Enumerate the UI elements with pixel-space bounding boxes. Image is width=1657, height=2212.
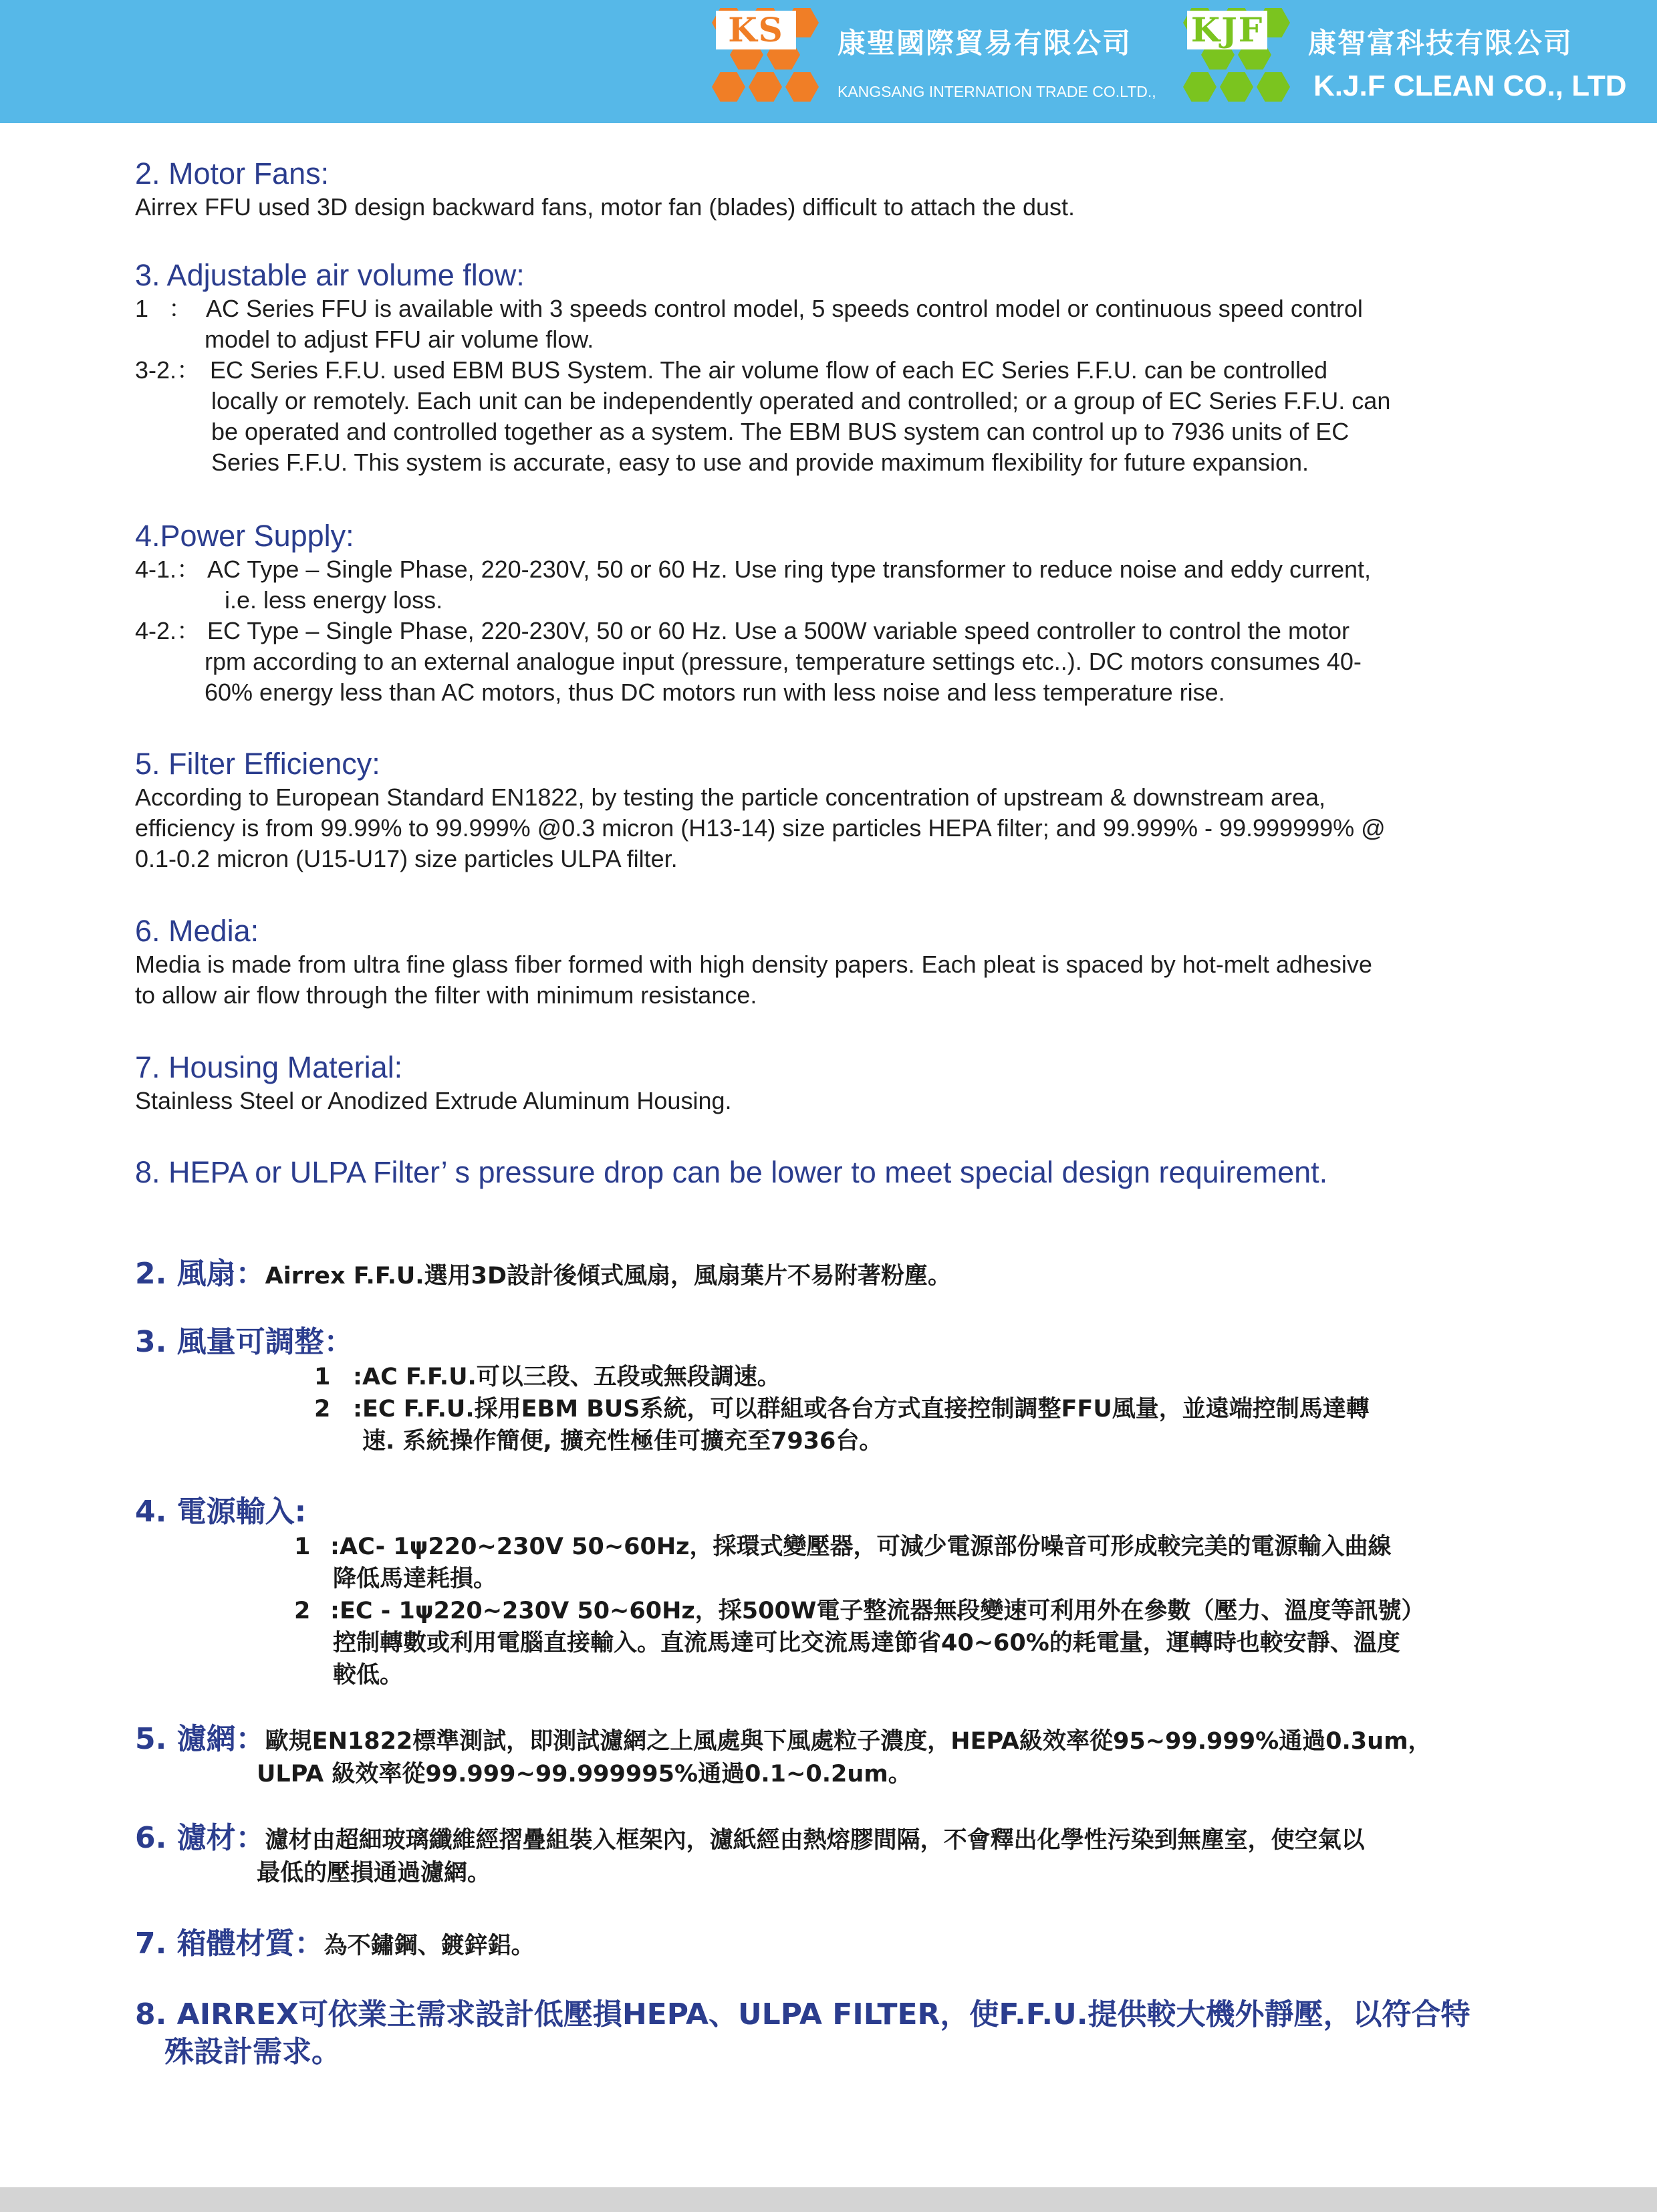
company1-name-zh: 康聖國際貿易有限公司 — [838, 27, 1132, 59]
company2-name-en: K.J.F CLEAN CO., LTD — [1313, 70, 1627, 102]
item-number: 3-2.： — [135, 356, 201, 384]
en-item-3-2: 3-2.： EC Series F.F.U. used EBM BUS System. The air volume flow of each EC Series F.F.U. can be controlled locally or remotely. Each unit can be independently operated and controlled; or a group of EC Series F.F.U. can be operated and controlled together as a system. The EBM BUS system can control up to 7936 units of EC Series F.F.U. This system is accurate, easy to use and provide maximum flexibility for future expansion. — [135, 356, 1391, 476]
zh-section-media: 6. 濾材：濾材由超細玻璃纖維經摺疊組裝入框架內，濾紙經由熱熔膠間隔，不會釋出化學性污染到無塵室，使空氣以 最低的壓損通過濾網。 — [135, 1821, 1365, 1886]
en-heading-pressure-drop: 8. HEPA or ULPA Filter’ s pressure drop can be lower to meet special design requirement. — [135, 1155, 1328, 1189]
zh-body-housing: 為不鏽鋼、鍍鋅鋁。 — [324, 1933, 535, 1959]
item-number: 4-2.： — [135, 617, 201, 644]
en-item-3-1: 1 ： AC Series FFU is available with 3 speeds control model, 5 speeds control model or continuous speed control model to adjust FFU air volume flow. — [135, 295, 1363, 353]
en-heading-media: 6. Media: — [135, 914, 259, 948]
en-body-motor-fans: Airrex FFU used 3D design backward fans, motor fan (blades) difficult to attach the dust. — [135, 193, 1075, 221]
en-heading-power-supply: 4.Power Supply: — [135, 519, 354, 553]
zh-heading-filter: 5. 濾網： — [135, 1722, 265, 1756]
zh-item-4-2: 2 :EC - 1ψ220~230V 50~60Hz，採500W電子整流器無段變速可利用外在參數（壓力、溫度等訊號） 控制轉數或利用電腦直接輸入。直流馬達可比交流馬達節省40~60%的耗電量，運轉時也較安靜、溫度 較低。 — [294, 1598, 1425, 1689]
footer-bar — [0, 2187, 1657, 2212]
en-section-filter-efficiency: 5. Filter Efficiency: According to European Standard EN1822, by testing the particle concentration of upstream & downstream area, efficiency is from 99.99% to 99.999% @0.3 micron (H13-14) size particles HEPA filter; and 99.999% - 99.999999% @ 0.1-0.2 micron (U15-U17) size particles ULPA filter. — [135, 747, 1386, 872]
en-section-air-volume — [135, 257, 1390, 478]
zh-section-fan — [135, 1255, 951, 1293]
zh-body-fan: Airrex F.F.U.選用3D設計後傾式風扇，風扇葉片不易附著粉塵。 — [265, 1263, 952, 1289]
zh-heading-media: 6. 濾材： — [135, 1821, 265, 1855]
company2-name-zh: 康智富科技有限公司 — [1308, 27, 1573, 59]
zh-section-filter: 5. 濾網：歐規EN1822標準測試，即測試濾網之上風處與下風處粒子濃度，HEPA級效率從95~99.999%通過0.3um， ULPA 級效率從99.999~99.999995%通過0.1~0.2um。 — [135, 1722, 1432, 1788]
en-heading-housing: 7. Housing Material: — [135, 1050, 403, 1084]
zh-section-pressure-drop: 8. AIRREX可依業主需求設計低壓損HEPA、ULPA FILTER，使F.F.U.提供較大機外靜壓，以符合特 殊設計需求。 — [135, 1997, 1471, 2069]
zh-heading-housing: 7. 箱體材質： — [135, 1927, 324, 1961]
en-body-housing: Stainless Steel or Anodized Extrude Aluminum Housing. — [135, 1087, 732, 1114]
en-heading-air-volume: 3. Adjustable air volume flow: — [135, 258, 525, 292]
zh-heading-air-volume: 3. 風量可調整： — [135, 1325, 354, 1359]
zh-heading-fan: 2. 風扇： — [135, 1257, 265, 1291]
zh-item-4-1: 1 :AC- 1ψ220~230V 50~60Hz，採環式變壓器，可減少電源部份噪音可形成較完美的電源輸入曲線 降低馬達耗損。 — [294, 1533, 1392, 1592]
company1-name-en: KANGSANG INTERNATION TRADE CO.LTD., — [838, 83, 1156, 100]
zh-section-housing — [135, 1925, 535, 1963]
en-section-motor-fans — [135, 156, 1075, 223]
en-item-4-1: 4-1.： AC Type – Single Phase, 220-230V, 50 or 60 Hz. Use ring type transformer to reduce noise and eddy current, i.e. less energy loss. — [135, 556, 1372, 614]
ks-logo-letters: KS — [716, 11, 796, 49]
item-number: 4-1.： — [135, 556, 201, 583]
kjf-logo — [1183, 8, 1290, 115]
en-section-media: 6. Media: Media is made from ultra fine glass fiber formed with high density papers. Each pleat is spaced by hot-melt adhesive to allow air flow through the filter with minimum resistance. — [135, 914, 1372, 1009]
ks-logo — [712, 8, 819, 115]
zh-section-power — [135, 1493, 1424, 1691]
zh-section-air-volume — [135, 1324, 1370, 1457]
kjf-logo-letters: KJF — [1187, 11, 1267, 49]
item-number: 1 ： — [135, 295, 193, 322]
zh-item-3-2: 2 :EC F.F.U.採用EBM BUS系統，可以群組或各台方式直接控制調整FFU風量，並遠端控制馬達轉 速. 系統操作簡便, 擴充性極佳可擴充至7936台。 — [314, 1396, 1370, 1455]
zh-heading-power: 4. 電源輸入: — [135, 1495, 307, 1529]
en-section-power-supply — [135, 518, 1371, 708]
header-bar — [0, 0, 1657, 123]
en-item-4-2: 4-2.： EC Type – Single Phase, 220-230V, 50 or 60 Hz. Use a 500W variable speed controller to control the motor rpm according to an external analogue input (pressure, temperature settings etc..). DC motors consumes 40- 60% energy less than AC motors, thus DC motors run with less noise and less temperature rise. — [135, 617, 1362, 706]
en-section-pressure-drop — [135, 1154, 1327, 1191]
zh-item-3-1: 1 :AC F.F.U.可以三段、五段或無段調速。 — [314, 1364, 781, 1390]
en-heading-motor-fans: 2. Motor Fans: — [135, 156, 330, 191]
en-section-housing — [135, 1050, 732, 1116]
en-heading-filter-efficiency: 5. Filter Efficiency: — [135, 747, 380, 781]
